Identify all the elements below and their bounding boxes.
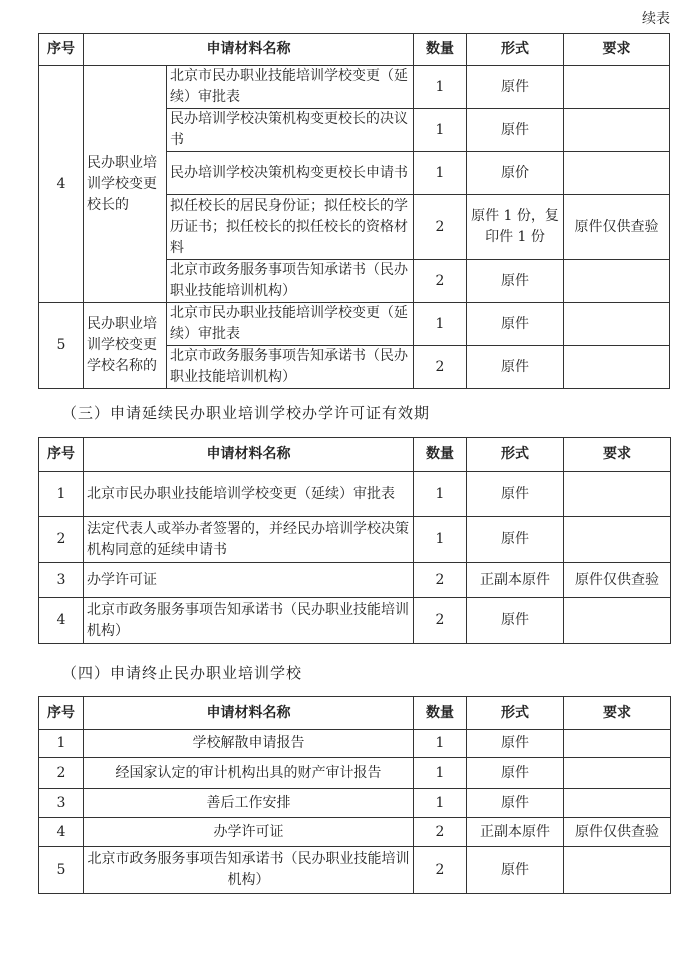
header-seq: 序号 [39, 438, 84, 472]
form-cell: 原件 [467, 730, 564, 758]
req-cell [564, 303, 670, 346]
qty-cell: 1 [414, 730, 467, 758]
header-form: 形式 [467, 697, 564, 730]
form-cell: 原件 [467, 472, 564, 517]
seq-cell: 2 [39, 517, 84, 563]
header-qty: 数量 [414, 697, 467, 730]
req-cell [564, 109, 670, 152]
material-name-cell: 法定代表人或举办者签署的，并经民办培训学校决策机构同意的延续申请书 [84, 517, 414, 563]
req-cell [564, 152, 670, 195]
req-cell: 原件仅供查验 [564, 563, 671, 598]
req-cell: 原件仅供查验 [564, 818, 671, 847]
material-name-cell: 善后工作安排 [84, 789, 414, 818]
header-name: 申请材料名称 [84, 438, 414, 472]
qty-cell: 2 [414, 847, 467, 894]
qty-cell: 2 [414, 346, 467, 389]
req-cell [564, 789, 671, 818]
material-name-cell: 学校解散申请报告 [84, 730, 414, 758]
header-qty: 数量 [414, 438, 467, 472]
material-name-cell: 北京市政务服务事项告知承诺书（民办职业技能培训机构） [167, 346, 414, 389]
header-seq: 序号 [39, 697, 84, 730]
header-form: 形式 [467, 438, 564, 472]
header-req: 要求 [564, 438, 671, 472]
item-cell: 民办职业培训学校变更学校名称的 [84, 303, 167, 389]
seq-cell: 4 [39, 598, 84, 644]
seq-cell: 3 [39, 789, 84, 818]
table-row [39, 563, 671, 598]
material-name-cell: 北京市民办职业技能培训学校变更（延续）审批表 [84, 472, 414, 517]
req-cell [564, 847, 671, 894]
qty-cell: 1 [414, 758, 467, 789]
form-cell: 原件 [467, 517, 564, 563]
table-row [39, 472, 671, 517]
materials-table-section-4 [38, 696, 671, 894]
material-name-cell: 经国家认定的审计机构出具的财产审计报告 [84, 758, 414, 789]
form-cell: 原件 [467, 789, 564, 818]
table-header-row [39, 697, 671, 730]
header-form: 形式 [467, 34, 564, 66]
req-cell [564, 598, 671, 644]
seq-cell: 4 [39, 818, 84, 847]
table-row [39, 303, 670, 346]
section-4-title: （四）申请终止民办职业培训学校 [62, 664, 303, 682]
table-row [39, 517, 671, 563]
header-name: 申请材料名称 [84, 697, 414, 730]
seq-cell: 1 [39, 730, 84, 758]
req-cell [564, 260, 670, 303]
req-cell [564, 346, 670, 389]
material-name-cell: 办学许可证 [84, 818, 414, 847]
material-name-cell: 拟任校长的居民身份证；拟任校长的学历证书；拟任校长的拟任校长的资格材料 [167, 195, 414, 260]
header-req: 要求 [564, 34, 670, 66]
material-name-cell: 民办培训学校决策机构变更校长申请书 [167, 152, 414, 195]
seq-cell: 3 [39, 563, 84, 598]
header-req: 要求 [564, 697, 671, 730]
table-header-row [39, 438, 671, 472]
qty-cell: 1 [414, 517, 467, 563]
form-cell: 原件 1 份，复印件 1 份 [467, 195, 564, 260]
table-row [39, 847, 671, 894]
form-cell: 正副本原件 [467, 563, 564, 598]
qty-cell: 2 [414, 818, 467, 847]
req-cell [564, 730, 671, 758]
form-cell: 原件 [467, 758, 564, 789]
header-seq: 序号 [39, 34, 84, 66]
qty-cell: 1 [414, 66, 467, 109]
material-name-cell: 北京市民办职业技能培训学校变更（延续）审批表 [167, 66, 414, 109]
table-row [39, 758, 671, 789]
materials-table-continued [38, 33, 670, 389]
material-name-cell: 北京市民办职业技能培训学校变更（延续）审批表 [167, 303, 414, 346]
qty-cell: 1 [414, 789, 467, 818]
form-cell: 原件 [467, 303, 564, 346]
form-cell: 原件 [467, 598, 564, 644]
item-cell: 民办职业培训学校变更校长的 [84, 66, 167, 303]
req-cell [564, 472, 671, 517]
materials-table-section-3 [38, 437, 671, 644]
qty-cell: 1 [414, 152, 467, 195]
qty-cell: 2 [414, 260, 467, 303]
qty-cell: 2 [414, 195, 467, 260]
table-row [39, 66, 670, 109]
seq-cell: 5 [39, 303, 84, 389]
seq-cell: 5 [39, 847, 84, 894]
table-row [39, 598, 671, 644]
material-name-cell: 办学许可证 [84, 563, 414, 598]
material-name-cell: 民办培训学校决策机构变更校长的决议书 [167, 109, 414, 152]
form-cell: 正副本原件 [467, 818, 564, 847]
form-cell: 原件 [467, 346, 564, 389]
section-3-title: （三）申请延续民办职业培训学校办学许可证有效期 [62, 404, 431, 422]
qty-cell: 2 [414, 598, 467, 644]
form-cell: 原件 [467, 847, 564, 894]
req-cell: 原件仅供查验 [564, 195, 670, 260]
form-cell: 原件 [467, 66, 564, 109]
header-name: 申请材料名称 [84, 34, 414, 66]
form-cell: 原价 [467, 152, 564, 195]
material-name-cell: 北京市政务服务事项告知承诺书（民办职业技能培训机构） [167, 260, 414, 303]
header-qty: 数量 [414, 34, 467, 66]
form-cell: 原件 [467, 109, 564, 152]
seq-cell: 1 [39, 472, 84, 517]
table-header-row [39, 34, 670, 66]
table-row [39, 818, 671, 847]
qty-cell: 1 [414, 472, 467, 517]
seq-cell: 2 [39, 758, 84, 789]
material-name-cell: 北京市政务服务事项告知承诺书（民办职业技能培训机构） [84, 598, 414, 644]
table-row [39, 730, 671, 758]
req-cell [564, 66, 670, 109]
qty-cell: 1 [414, 109, 467, 152]
req-cell [564, 758, 671, 789]
form-cell: 原件 [467, 260, 564, 303]
req-cell [564, 517, 671, 563]
table-row [39, 789, 671, 818]
material-name-cell: 北京市政务服务事项告知承诺书（民办职业技能培训机构） [84, 847, 414, 894]
qty-cell: 1 [414, 303, 467, 346]
qty-cell: 2 [414, 563, 467, 598]
continuation-label: 续表 [642, 11, 670, 27]
seq-cell: 4 [39, 66, 84, 303]
